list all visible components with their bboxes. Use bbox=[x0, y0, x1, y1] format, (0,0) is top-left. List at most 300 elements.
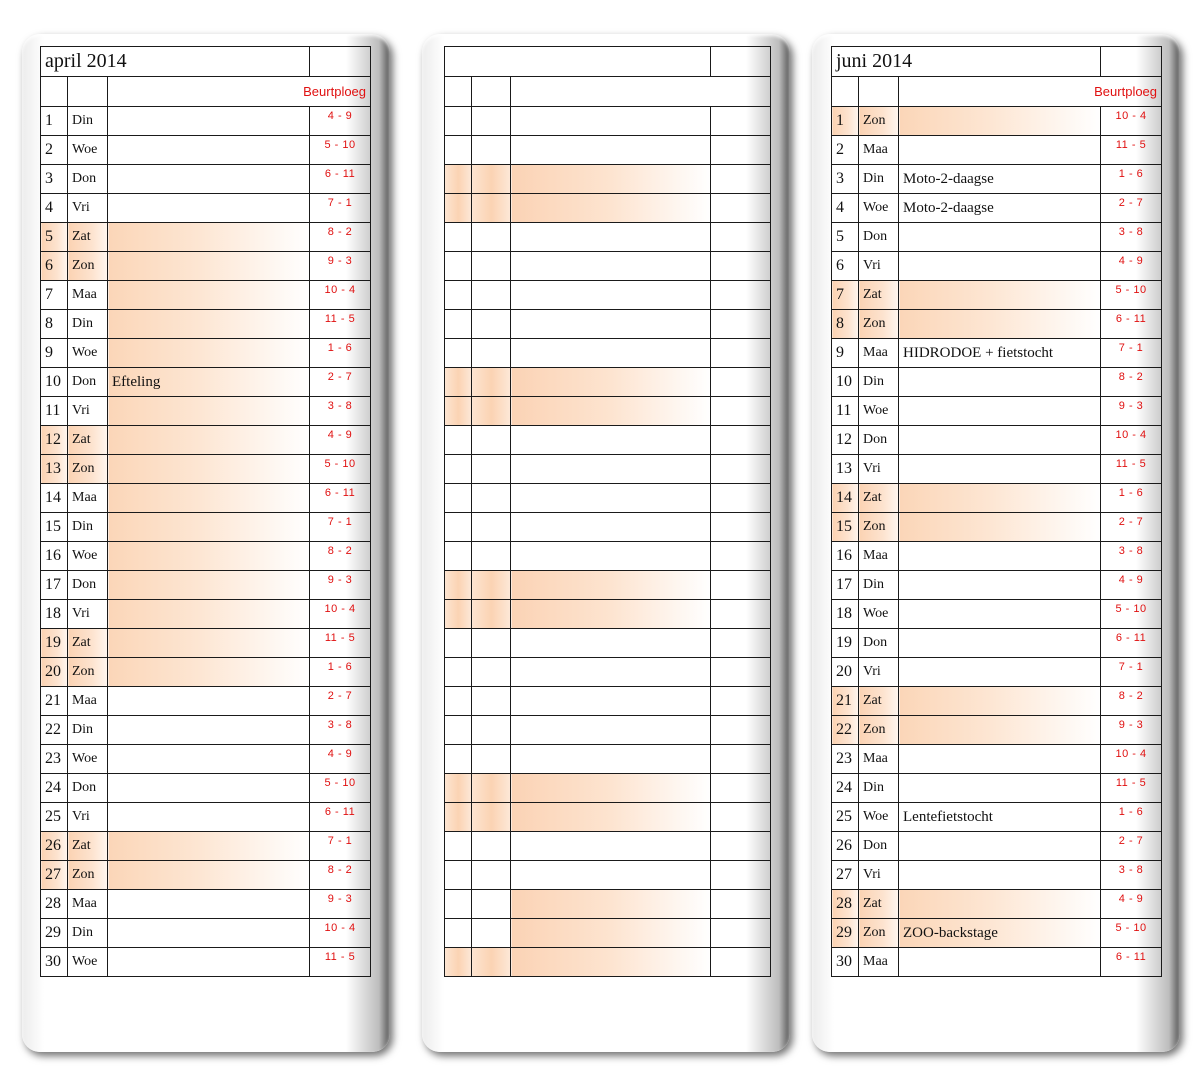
shift-value bbox=[711, 774, 771, 803]
shift-value: 3 - 8 bbox=[310, 716, 371, 745]
day-row bbox=[41, 513, 371, 542]
day-note-cell[interactable] bbox=[899, 426, 1101, 455]
day-number: 23 bbox=[41, 745, 68, 774]
day-number: 21 bbox=[832, 687, 859, 716]
shift-value bbox=[711, 252, 771, 281]
shift-value: 3 - 8 bbox=[1101, 861, 1162, 890]
day-row bbox=[832, 194, 1162, 223]
day-note-cell[interactable] bbox=[511, 745, 711, 774]
day-note-cell[interactable] bbox=[108, 223, 310, 252]
day-row bbox=[832, 832, 1162, 861]
day-note-cell[interactable] bbox=[511, 513, 711, 542]
day-note-cell[interactable] bbox=[108, 107, 310, 136]
day-row bbox=[445, 890, 771, 919]
day-row bbox=[41, 368, 371, 397]
weekday-label: Din bbox=[68, 716, 108, 745]
shift-value: 5 - 10 bbox=[310, 136, 371, 165]
shift-value: 11 - 5 bbox=[1101, 136, 1162, 165]
weekday-label: Zat bbox=[859, 687, 899, 716]
weekday-label bbox=[472, 571, 511, 600]
day-note-cell[interactable] bbox=[511, 281, 711, 310]
day-row bbox=[41, 542, 371, 571]
weekday-label: Woe bbox=[68, 542, 108, 571]
shift-value bbox=[711, 919, 771, 948]
weekday-label: Woe bbox=[68, 339, 108, 368]
shift-value: 10 - 4 bbox=[1101, 107, 1162, 136]
weekday-label bbox=[472, 426, 511, 455]
day-note-cell[interactable] bbox=[108, 658, 310, 687]
shift-value: 1 - 6 bbox=[1101, 484, 1162, 513]
weekday-label: Din bbox=[68, 919, 108, 948]
day-note-cell[interactable] bbox=[511, 165, 711, 194]
day-note-cell[interactable] bbox=[511, 629, 711, 658]
day-note-cell[interactable] bbox=[511, 919, 711, 948]
day-note-cell[interactable] bbox=[108, 832, 310, 861]
day-row bbox=[445, 107, 771, 136]
day-note-cell[interactable] bbox=[108, 455, 310, 484]
weekday-label: Don bbox=[68, 774, 108, 803]
day-note-cell[interactable] bbox=[108, 165, 310, 194]
weekday-label: Maa bbox=[859, 745, 899, 774]
weekday-label bbox=[472, 687, 511, 716]
header-day-cell bbox=[68, 77, 108, 107]
day-number: 29 bbox=[832, 919, 859, 948]
shift-value bbox=[711, 890, 771, 919]
day-note-cell[interactable] bbox=[899, 397, 1101, 426]
weekday-label: Din bbox=[859, 165, 899, 194]
day-number: 4 bbox=[832, 194, 859, 223]
weekday-label: Vri bbox=[68, 194, 108, 223]
day-row bbox=[832, 774, 1162, 803]
day-number: 27 bbox=[41, 861, 68, 890]
day-row bbox=[832, 890, 1162, 919]
day-note-cell[interactable] bbox=[511, 542, 711, 571]
shift-value bbox=[711, 745, 771, 774]
day-number: 4 bbox=[41, 194, 68, 223]
day-number bbox=[445, 484, 472, 513]
day-row bbox=[41, 194, 371, 223]
day-number: 15 bbox=[832, 513, 859, 542]
day-note-cell[interactable] bbox=[108, 948, 310, 977]
day-number: 14 bbox=[41, 484, 68, 513]
day-row bbox=[41, 484, 371, 513]
weekday-label: Zon bbox=[68, 658, 108, 687]
weekday-label: Woe bbox=[859, 803, 899, 832]
day-row bbox=[445, 571, 771, 600]
day-number: 20 bbox=[41, 658, 68, 687]
weekday-label: Maa bbox=[68, 484, 108, 513]
day-row bbox=[445, 339, 771, 368]
weekday-label bbox=[472, 484, 511, 513]
day-note-cell[interactable] bbox=[108, 310, 310, 339]
day-note-cell[interactable] bbox=[899, 136, 1101, 165]
day-row bbox=[41, 571, 371, 600]
day-number: 2 bbox=[832, 136, 859, 165]
day-note-cell[interactable] bbox=[511, 890, 711, 919]
day-number: 20 bbox=[832, 658, 859, 687]
day-note-cell[interactable] bbox=[108, 542, 310, 571]
day-note-cell[interactable] bbox=[899, 948, 1101, 977]
day-number: 25 bbox=[41, 803, 68, 832]
header-blank-cell bbox=[711, 47, 771, 77]
day-row bbox=[41, 629, 371, 658]
day-row bbox=[445, 687, 771, 716]
weekday-label: Zat bbox=[68, 223, 108, 252]
day-note-cell[interactable] bbox=[899, 542, 1101, 571]
day-number bbox=[445, 107, 472, 136]
day-row bbox=[41, 600, 371, 629]
day-row bbox=[832, 948, 1162, 977]
day-note-cell[interactable] bbox=[511, 310, 711, 339]
shift-value: 4 - 9 bbox=[310, 426, 371, 455]
day-number: 10 bbox=[41, 368, 68, 397]
day-number bbox=[445, 803, 472, 832]
column-header-row bbox=[832, 77, 1162, 107]
day-row bbox=[41, 310, 371, 339]
shift-value: 9 - 3 bbox=[310, 571, 371, 600]
day-note-cell[interactable] bbox=[899, 281, 1101, 310]
shift-value bbox=[711, 948, 771, 977]
day-note-cell[interactable] bbox=[108, 745, 310, 774]
day-row bbox=[832, 716, 1162, 745]
shift-value: 11 - 5 bbox=[1101, 774, 1162, 803]
shift-value: 9 - 3 bbox=[1101, 716, 1162, 745]
day-note-cell[interactable]: Moto-2-daagse bbox=[899, 194, 1101, 223]
day-note-cell[interactable] bbox=[899, 600, 1101, 629]
day-note-cell[interactable] bbox=[511, 803, 711, 832]
shift-value: 7 - 1 bbox=[310, 832, 371, 861]
weekday-label: Zon bbox=[68, 455, 108, 484]
day-number bbox=[445, 571, 472, 600]
weekday-label: Don bbox=[68, 368, 108, 397]
day-note-cell[interactable] bbox=[899, 890, 1101, 919]
weekday-label: Zon bbox=[859, 919, 899, 948]
day-note-cell[interactable] bbox=[511, 107, 711, 136]
day-row bbox=[41, 281, 371, 310]
column-header-row bbox=[445, 77, 771, 107]
weekday-label: Maa bbox=[68, 890, 108, 919]
shift-value bbox=[711, 513, 771, 542]
day-row bbox=[445, 310, 771, 339]
day-number: 30 bbox=[41, 948, 68, 977]
day-number bbox=[445, 745, 472, 774]
shift-value: 4 - 9 bbox=[1101, 890, 1162, 919]
day-note-cell[interactable] bbox=[108, 687, 310, 716]
day-number: 11 bbox=[832, 397, 859, 426]
day-note-cell[interactable] bbox=[108, 484, 310, 513]
day-note-cell[interactable] bbox=[511, 716, 711, 745]
day-note-cell[interactable] bbox=[108, 252, 310, 281]
weekday-label: Zat bbox=[859, 484, 899, 513]
day-number: 18 bbox=[41, 600, 68, 629]
shift-value bbox=[711, 397, 771, 426]
day-note-cell[interactable]: Moto-2-daagse bbox=[899, 165, 1101, 194]
shift-value bbox=[711, 629, 771, 658]
weekday-label bbox=[472, 107, 511, 136]
day-row bbox=[445, 513, 771, 542]
day-row bbox=[41, 774, 371, 803]
day-number: 28 bbox=[832, 890, 859, 919]
header-blank-cell bbox=[1101, 47, 1162, 77]
shift-value: 9 - 3 bbox=[310, 890, 371, 919]
day-note-cell[interactable] bbox=[108, 919, 310, 948]
shift-value bbox=[711, 687, 771, 716]
day-row bbox=[832, 397, 1162, 426]
day-number: 9 bbox=[41, 339, 68, 368]
day-note-cell[interactable] bbox=[899, 252, 1101, 281]
shift-value: 6 - 11 bbox=[310, 165, 371, 194]
day-note-cell[interactable] bbox=[899, 368, 1101, 397]
day-note-cell[interactable] bbox=[108, 194, 310, 223]
day-note-cell[interactable] bbox=[899, 832, 1101, 861]
day-note-cell[interactable] bbox=[511, 339, 711, 368]
day-row bbox=[445, 629, 771, 658]
day-number bbox=[445, 774, 472, 803]
shift-value: 6 - 11 bbox=[310, 484, 371, 513]
day-number: 26 bbox=[41, 832, 68, 861]
shift-value: 5 - 10 bbox=[1101, 919, 1162, 948]
day-note-cell[interactable] bbox=[108, 600, 310, 629]
day-note-cell[interactable]: ZOO-backstage bbox=[899, 919, 1101, 948]
weekday-label: Woe bbox=[859, 397, 899, 426]
day-number bbox=[445, 890, 472, 919]
day-number: 6 bbox=[832, 252, 859, 281]
weekday-label: Zat bbox=[859, 890, 899, 919]
day-number: 3 bbox=[41, 165, 68, 194]
shift-value: 2 - 7 bbox=[310, 687, 371, 716]
day-note-cell[interactable] bbox=[899, 861, 1101, 890]
day-note-cell[interactable] bbox=[108, 629, 310, 658]
weekday-label bbox=[472, 397, 511, 426]
weekday-label bbox=[472, 948, 511, 977]
day-note-cell[interactable] bbox=[108, 136, 310, 165]
weekday-label bbox=[472, 513, 511, 542]
day-number: 29 bbox=[41, 919, 68, 948]
day-note-cell[interactable]: Efteling bbox=[108, 368, 310, 397]
day-note-cell[interactable] bbox=[511, 136, 711, 165]
day-note-cell[interactable] bbox=[511, 426, 711, 455]
day-number: 16 bbox=[41, 542, 68, 571]
day-note-cell[interactable] bbox=[511, 571, 711, 600]
day-row bbox=[445, 484, 771, 513]
day-row bbox=[445, 368, 771, 397]
day-note-cell[interactable] bbox=[108, 397, 310, 426]
day-number: 21 bbox=[41, 687, 68, 716]
day-note-cell[interactable] bbox=[511, 252, 711, 281]
day-row bbox=[41, 252, 371, 281]
day-note-cell[interactable] bbox=[899, 774, 1101, 803]
day-row bbox=[832, 368, 1162, 397]
shift-value: 5 - 10 bbox=[1101, 281, 1162, 310]
shift-value: 7 - 1 bbox=[1101, 339, 1162, 368]
day-number: 24 bbox=[832, 774, 859, 803]
day-note-cell[interactable] bbox=[511, 194, 711, 223]
day-number bbox=[445, 629, 472, 658]
shift-value: 7 - 1 bbox=[310, 194, 371, 223]
weekday-label bbox=[472, 281, 511, 310]
weekday-label bbox=[472, 890, 511, 919]
header-num-cell bbox=[832, 77, 859, 107]
weekday-label bbox=[472, 629, 511, 658]
day-note-cell[interactable]: HIDRODOE + fietstocht bbox=[899, 339, 1101, 368]
weekday-label bbox=[472, 716, 511, 745]
day-note-cell[interactable] bbox=[108, 890, 310, 919]
day-note-cell[interactable] bbox=[511, 948, 711, 977]
day-note-cell[interactable] bbox=[108, 803, 310, 832]
day-number: 1 bbox=[41, 107, 68, 136]
shift-value: 11 - 5 bbox=[310, 310, 371, 339]
shift-value: 3 - 8 bbox=[1101, 542, 1162, 571]
day-note-cell[interactable] bbox=[899, 571, 1101, 600]
day-note-cell[interactable] bbox=[108, 339, 310, 368]
day-note-cell[interactable]: Lentefietstocht bbox=[899, 803, 1101, 832]
day-note-cell[interactable] bbox=[511, 600, 711, 629]
day-number: 12 bbox=[41, 426, 68, 455]
day-row bbox=[445, 948, 771, 977]
column-header-row bbox=[41, 77, 371, 107]
shift-value bbox=[711, 339, 771, 368]
weekday-label bbox=[472, 165, 511, 194]
day-note-cell[interactable] bbox=[899, 745, 1101, 774]
day-note-cell[interactable] bbox=[108, 571, 310, 600]
day-number: 27 bbox=[832, 861, 859, 890]
day-number: 18 bbox=[832, 600, 859, 629]
day-note-cell[interactable] bbox=[511, 774, 711, 803]
weekday-label: Don bbox=[859, 426, 899, 455]
weekday-label bbox=[472, 861, 511, 890]
day-note-cell[interactable] bbox=[108, 861, 310, 890]
header-blank-cell bbox=[310, 47, 371, 77]
shift-value: 2 - 7 bbox=[1101, 194, 1162, 223]
day-row bbox=[445, 165, 771, 194]
day-number bbox=[445, 919, 472, 948]
day-note-cell[interactable] bbox=[899, 629, 1101, 658]
day-note-cell[interactable] bbox=[511, 223, 711, 252]
month-panel-may bbox=[422, 34, 790, 1052]
shift-value: 1 - 6 bbox=[1101, 165, 1162, 194]
shift-value bbox=[711, 136, 771, 165]
day-row bbox=[41, 919, 371, 948]
shift-value: 9 - 3 bbox=[310, 252, 371, 281]
weekday-label: Maa bbox=[859, 339, 899, 368]
day-note-cell[interactable] bbox=[108, 774, 310, 803]
day-note-cell[interactable] bbox=[899, 310, 1101, 339]
day-number: 16 bbox=[832, 542, 859, 571]
day-row bbox=[445, 542, 771, 571]
day-row bbox=[41, 658, 371, 687]
month-title: juni 2014 bbox=[832, 47, 1101, 77]
weekday-label: Maa bbox=[68, 281, 108, 310]
day-row bbox=[832, 107, 1162, 136]
shift-value bbox=[711, 600, 771, 629]
day-note-cell[interactable] bbox=[511, 484, 711, 513]
month-header-row bbox=[445, 47, 771, 77]
weekday-label bbox=[472, 339, 511, 368]
day-note-cell[interactable] bbox=[511, 658, 711, 687]
day-note-cell[interactable] bbox=[899, 658, 1101, 687]
month-header-row bbox=[41, 47, 371, 77]
day-note-cell[interactable] bbox=[511, 832, 711, 861]
day-number: 19 bbox=[41, 629, 68, 658]
day-note-cell[interactable] bbox=[108, 513, 310, 542]
weekday-label: Zon bbox=[859, 513, 899, 542]
day-number bbox=[445, 716, 472, 745]
shift-value bbox=[711, 658, 771, 687]
day-row bbox=[445, 774, 771, 803]
day-note-cell[interactable] bbox=[511, 687, 711, 716]
shift-value: 11 - 5 bbox=[1101, 455, 1162, 484]
shift-value: 1 - 6 bbox=[310, 339, 371, 368]
day-row bbox=[445, 281, 771, 310]
shift-value bbox=[711, 861, 771, 890]
weekday-label: Maa bbox=[68, 687, 108, 716]
weekday-label bbox=[472, 368, 511, 397]
day-row bbox=[445, 252, 771, 281]
day-number bbox=[445, 165, 472, 194]
weekday-label: Zat bbox=[68, 832, 108, 861]
day-number bbox=[445, 832, 472, 861]
day-note-cell[interactable] bbox=[108, 716, 310, 745]
day-row bbox=[832, 136, 1162, 165]
day-note-cell[interactable] bbox=[511, 861, 711, 890]
day-note-cell[interactable] bbox=[899, 107, 1101, 136]
weekday-label: Woe bbox=[859, 194, 899, 223]
day-note-cell[interactable] bbox=[899, 223, 1101, 252]
day-row bbox=[41, 687, 371, 716]
weekday-label: Don bbox=[859, 223, 899, 252]
weekday-label: Woe bbox=[68, 948, 108, 977]
day-note-cell[interactable] bbox=[108, 426, 310, 455]
weekday-label: Vri bbox=[859, 861, 899, 890]
day-note-cell[interactable] bbox=[899, 716, 1101, 745]
shift-value bbox=[711, 803, 771, 832]
day-note-cell[interactable] bbox=[899, 687, 1101, 716]
day-note-cell[interactable] bbox=[899, 455, 1101, 484]
shift-value: 10 - 4 bbox=[310, 281, 371, 310]
shift-value bbox=[711, 455, 771, 484]
day-note-cell[interactable] bbox=[511, 397, 711, 426]
shift-value bbox=[711, 484, 771, 513]
day-number: 17 bbox=[832, 571, 859, 600]
day-note-cell[interactable] bbox=[899, 484, 1101, 513]
day-note-cell[interactable] bbox=[899, 513, 1101, 542]
weekday-label bbox=[472, 658, 511, 687]
weekday-label: Zon bbox=[859, 716, 899, 745]
day-note-cell[interactable] bbox=[511, 455, 711, 484]
day-number bbox=[445, 687, 472, 716]
shift-value bbox=[711, 368, 771, 397]
day-row bbox=[41, 716, 371, 745]
day-row bbox=[832, 600, 1162, 629]
shift-value: 8 - 2 bbox=[310, 223, 371, 252]
weekday-label bbox=[472, 774, 511, 803]
shift-value: 4 - 9 bbox=[1101, 571, 1162, 600]
shift-value: 4 - 9 bbox=[1101, 252, 1162, 281]
day-row bbox=[41, 165, 371, 194]
day-note-cell[interactable] bbox=[108, 281, 310, 310]
day-row bbox=[41, 861, 371, 890]
day-number: 28 bbox=[41, 890, 68, 919]
day-note-cell[interactable] bbox=[511, 368, 711, 397]
month-panel-april bbox=[22, 34, 390, 1052]
day-row bbox=[832, 513, 1162, 542]
weekday-label: Vri bbox=[859, 658, 899, 687]
day-row bbox=[445, 136, 771, 165]
weekday-label bbox=[472, 542, 511, 571]
shift-value: 2 - 7 bbox=[310, 368, 371, 397]
shift-value: 3 - 8 bbox=[1101, 223, 1162, 252]
shift-value: 8 - 2 bbox=[310, 861, 371, 890]
